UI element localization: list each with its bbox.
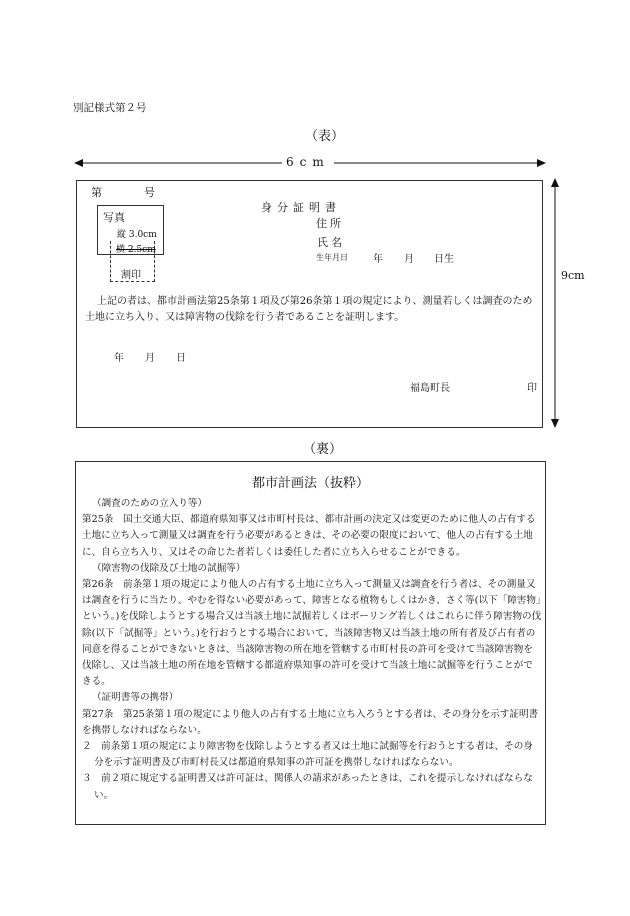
issue-year: 年 (114, 353, 124, 364)
article-25: 第25条 国土交通大臣、都道府県知事又は市町村長は、都市計画の決定又は変更のために他人の占有する土地に立ち入って測量又は調査を行う必要があるときは、その必要の限度において、他人の占有する土地に、自ら立ち入り、又はその命じた者若しくは委任した者に立ち入らせることができる。 (82, 514, 536, 558)
back-title: 都市計画法（抜粋） (251, 476, 369, 491)
name-label: 氏名 (317, 236, 345, 249)
stamp-label: 割印 (121, 270, 141, 281)
issuer-name: 福島町長 (410, 383, 450, 394)
law-excerpt (82, 496, 542, 804)
issue-month: 月 (145, 353, 155, 364)
height-dimension-arrow (548, 178, 562, 428)
date-of-birth-label: 生年月日 (316, 253, 348, 262)
photo-width-label: 横 2.5cm (116, 245, 156, 255)
seal-mark: 印 (527, 383, 537, 394)
address-label: 住所 (316, 217, 344, 230)
section-heading: （障害物の伐除及び土地の試掘等） (92, 562, 246, 574)
width-dimension-label: 6cm (282, 155, 334, 169)
dob-year: 年 (373, 254, 383, 265)
dob-month: 月 (404, 254, 414, 265)
number-label: 第 (91, 186, 102, 199)
id-card-back (75, 461, 546, 825)
photo-height-label: 縦 3.0cm (117, 230, 157, 240)
article-27-item-3: ３ 前２項に規定する証明書又は許可証は、関係人の請求があったときは、これを提示しなければならない。 (82, 773, 533, 801)
section-heading: （調査のための立入り等） (92, 498, 208, 509)
id-card-front (76, 180, 543, 428)
certification-text: 上記の者は、都市計画法第25条第１項及び第26条第１項の規定により、測量若しくは調査のため土地に立ち入り、又は障害物の伐除を行う者であることを証明します。 (85, 296, 533, 323)
front-side-label: （表） (305, 129, 345, 144)
form-number-label: 別記様式第２号 (73, 102, 147, 114)
section-heading: （証明書等の携帯） (92, 692, 179, 704)
article-26: 第26条 前条第１項の規定により他人の占有する土地に立ち入って測量又は調査を行う者は、その測量又は調査を行うに当たり、やむを得ない必要があって、障害となる植物もしくはかき、さく等(以下「障害物」という。)を伐除しようとする場合又は当該土地に試掘若しくはボーリング若しくはこれらに伴う障害物の伐除(以下「試掘等」という。)を行おうとする場合において、当該障害物又は当該土地の所有者及び占有者の同意を得ることができないときは、当該障害物の所在地を管轄する市町村長の許可を受けて当該障害物を伐除し、又は当該土地の所在地を管轄する都道府県知事の許可を受けて当該土地に試掘等を行うことができる。 (82, 579, 542, 688)
height-dimension-label: 9cm (561, 269, 585, 282)
number-suffix: 号 (144, 186, 155, 199)
card-title: 身分証明書 (261, 201, 341, 214)
article-27: 第27条 第25条第１項の規定により他人の占有する土地に立ち入ろうとする者は、その身分を示す証明書を携帯しなければならない。 (82, 708, 539, 736)
dob-day: 日生 (434, 254, 454, 265)
back-side-label: （裏） (303, 442, 343, 457)
photo-label: 写真 (103, 211, 125, 224)
article-27-item-2: ２ 前条第１項の規定により障害物を伐除しようとする者又は土地に試掘等を行おうとする者は、その身分を示す証明書及び市町村長又は都道府県知事の許可証を携帯しなければならない。 (82, 741, 533, 769)
issue-day: 日 (176, 353, 186, 364)
